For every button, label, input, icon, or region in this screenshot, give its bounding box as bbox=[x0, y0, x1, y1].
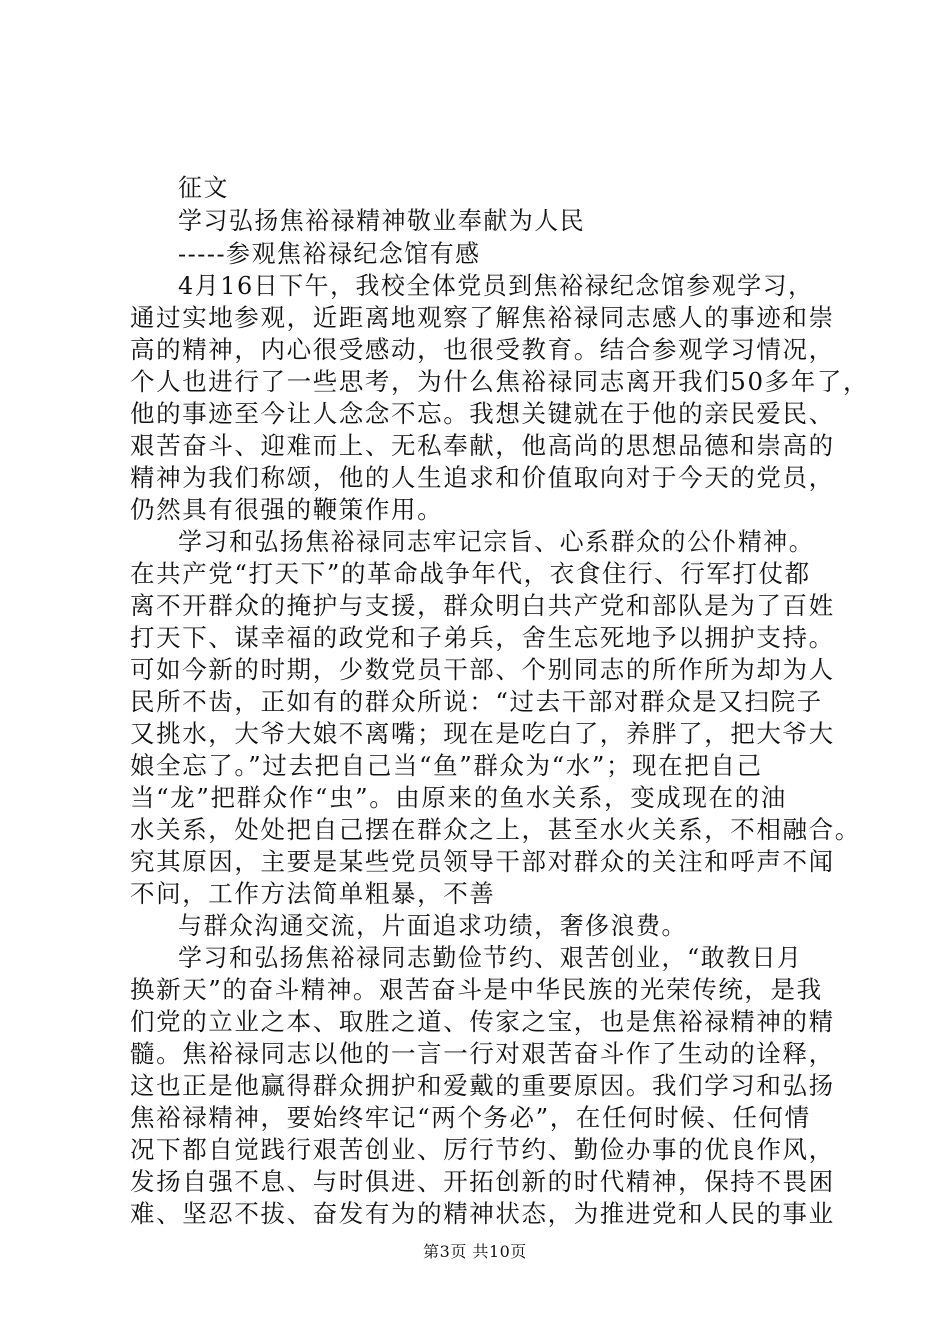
document-title: 学习弘扬焦裕禄精神敬业奉献为人民 bbox=[178, 206, 586, 235]
paragraph-line: 通过实地参观，近距离地观察了解焦裕禄同志感人的事迹和崇 bbox=[130, 303, 835, 332]
paragraph-line: 艰苦奋斗、迎难而上、无私奉献，他高尚的思想品德和崇高的 bbox=[130, 431, 835, 460]
paragraph-line: 这也正是他赢得群众拥护和爱戴的重要原因。我们学习和弘扬 bbox=[130, 1071, 835, 1100]
paragraph-line: 娘全忘了。”过去把自己当“鱼”群众为“水”；现在把自己 bbox=[130, 751, 763, 780]
paragraph-line: 当“龙”把群众作“虫”。由原来的鱼水关系，变成现在的油 bbox=[130, 783, 787, 812]
paragraph-line: 精神为我们称颂，他的人生追求和价值取向对于今天的党员， bbox=[130, 463, 835, 492]
paragraph-line: 们党的立业之本、取胜之道、传家之宝，也是焦裕禄精神的精 bbox=[130, 1007, 835, 1036]
paragraph-line: 究其原因，主要是某些党员领导干部对群众的关注和呼声不闻 bbox=[130, 847, 835, 876]
paragraph-line: 在共产党“打天下”的革命战争年代，衣食住行、行军打仗都 bbox=[130, 559, 811, 588]
paragraph-line: 仍然具有很强的鞭策作用。 bbox=[130, 495, 444, 524]
paragraph-line: 又挑水，大爷大娘不离嘴；现在是吃白了，养胖了，把大爷大 bbox=[130, 719, 835, 748]
paragraph-line: 水关系，处处把自己摆在群众之上，甚至水火关系，不相融合。 bbox=[130, 815, 861, 844]
paragraph-line: 发扬自强不息、与时俱进、开拓创新的时代精神，保持不畏困 bbox=[130, 1167, 835, 1196]
document-subtitle: -----参观焦裕禄纪念馆有感 bbox=[178, 239, 481, 268]
paragraph-line: 况下都自觉践行艰苦创业、厉行节约、勤俭办事的优良作风， bbox=[130, 1135, 835, 1164]
paragraph-line: 不问，工作方法简单粗暴，不善 bbox=[130, 879, 496, 908]
paragraph-line: 髓。焦裕禄同志以他的一言一行对艰苦奋斗作了生动的诠释， bbox=[130, 1039, 835, 1068]
paragraph-line: 打天下、谋幸福的政党和子弟兵，舍生忘死地予以拥护支持。 bbox=[130, 623, 835, 652]
paragraph-line: 高的精神，内心很受感动，也很受教育。结合参观学习情况， bbox=[130, 335, 835, 364]
paragraph-line: 与群众沟通交流，片面追求功绩，奢侈浪费。 bbox=[178, 911, 687, 940]
paragraph-line: 学习和弘扬焦裕禄同志牢记宗旨、心系群众的公仆精神。 bbox=[178, 527, 815, 556]
paragraph-line: 4月16日下午，我校全体党员到焦裕禄纪念馆参观学习， bbox=[178, 271, 814, 300]
paragraph-line: 离不开群众的掩护与支援，群众明白共产党和部队是为了百姓 bbox=[130, 591, 835, 620]
paragraph-line: 他的事迹至今让人念念不忘。我想关键就在于他的亲民爱民、 bbox=[130, 399, 835, 428]
paragraph-line: 可如今新的时期，少数党员干部、个别同志的所作所为却为人 bbox=[130, 655, 835, 684]
paragraph-line: 民所不齿，正如有的群众所说：“过去干部对群众是又扫院子 bbox=[130, 687, 823, 716]
paragraph-line: 个人也进行了一些思考，为什么焦裕禄同志离开我们50多年了， bbox=[130, 367, 870, 396]
paragraph-line: 难、坚忍不拔、奋发有为的精神状态，为推进党和人民的事业 bbox=[130, 1199, 835, 1228]
page-indicator: 第3页 共10页 bbox=[423, 1242, 527, 1261]
paragraph-line: 学习和弘扬焦裕禄同志勤俭节约、艰苦创业，“敢教日月 bbox=[178, 943, 803, 972]
paragraph-line: 换新天”的奋斗精神。艰苦奋斗是中华民族的光荣传统，是我 bbox=[130, 975, 823, 1004]
paragraph-line: 焦裕禄精神，要始终牢记“两个务必”，在任何时候、任何情 bbox=[130, 1103, 811, 1132]
document-label: 征文 bbox=[178, 173, 229, 202]
